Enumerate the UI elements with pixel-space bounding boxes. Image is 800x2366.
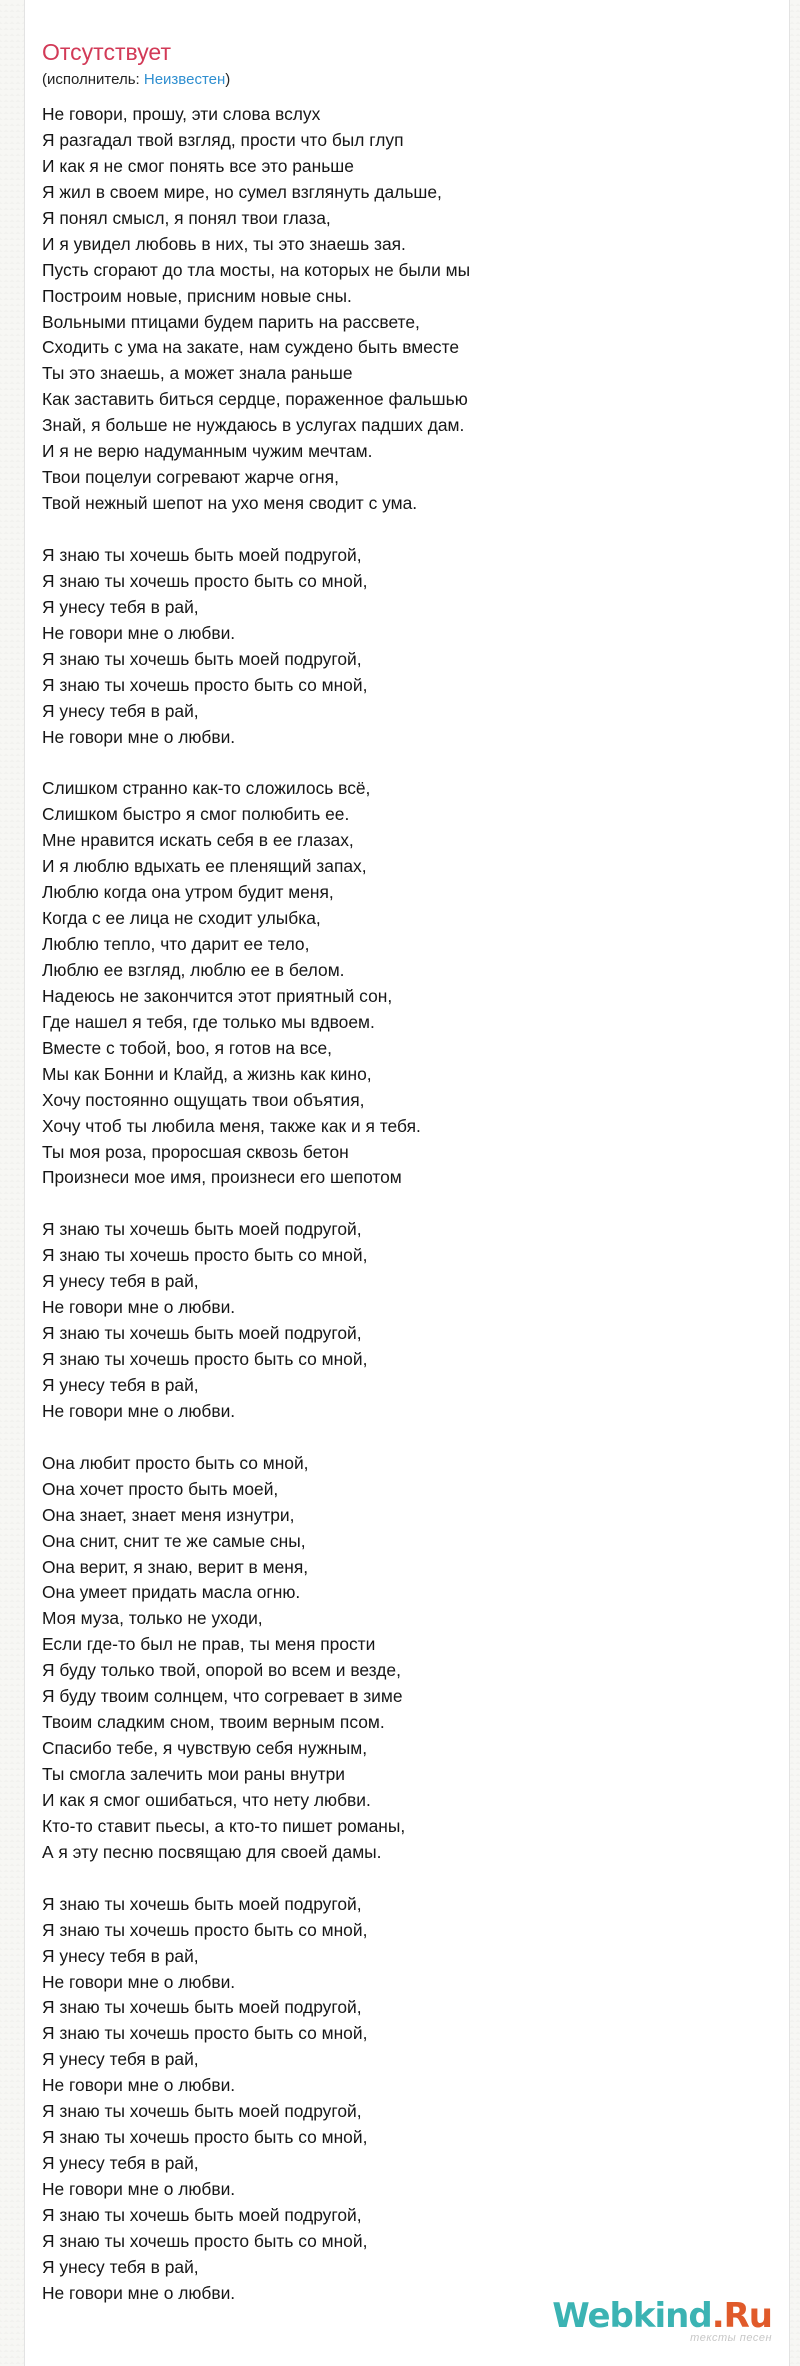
lyric-line: Я знаю ты хочешь быть моей подругой, <box>42 1997 362 2018</box>
lyric-line: Я знаю ты хочешь просто быть со мной, <box>42 2127 368 2148</box>
lyric-line: Вольными птицами будем парить на рассвете, <box>42 311 420 332</box>
lyric-line: Я знаю ты хочешь просто быть со мной, <box>42 2023 368 2044</box>
lyric-line: Я унесу тебя в рай, <box>42 2153 199 2174</box>
lyric-line: И я не верю надуманным чужим мечтам. <box>42 441 373 462</box>
lyric-line: Я буду только твой, опорой во всем и везде, <box>42 1660 401 1681</box>
artist-suffix: ) <box>225 71 231 88</box>
lyric-line: Я унесу тебя в рай, <box>42 1374 199 1395</box>
lyric-blank-line <box>42 1425 772 1451</box>
lyric-line: Я унесу тебя в рай, <box>42 596 199 617</box>
lyric-line: Произнеси мое имя, произнеси его шепотом <box>42 1167 402 1188</box>
lyric-line: Я унесу тебя в рай, <box>42 2049 199 2070</box>
lyric-line: Я знаю ты хочешь просто быть со мной, <box>42 674 368 695</box>
lyric-line: И как я не смог понять все это раньше <box>42 155 354 176</box>
lyric-line: Не говори мне о любви. <box>42 2179 236 2199</box>
lyric-line: Надеюсь не закончится этот приятный сон, <box>42 985 393 1006</box>
lyric-line: Я разгадал твой взгляд, прости что был глуп <box>42 129 404 150</box>
lyric-line: Не говори мне о любви. <box>42 726 236 747</box>
lyric-line: Хочу чтоб ты любила меня, также как и я тебя. <box>42 1115 421 1136</box>
logo-name: Webkind <box>552 2296 712 2336</box>
song-title: Отсутствует <box>42 39 171 65</box>
lyric-line: Кто-то ставит пьесы, а кто-то пишет романы, <box>42 1815 406 1836</box>
lyric-line: Она хочет просто быть моей, <box>42 1478 279 1499</box>
lyric-line: И я увидел любовь в них, ты это знаешь зая. <box>42 233 406 254</box>
lyric-line: Не говори мне о любви. <box>42 1297 236 1318</box>
lyric-line: Она снит, снит те же самые сны, <box>42 1530 306 1551</box>
lyric-line: Я знаю ты хочешь просто быть со мной, <box>42 2230 368 2251</box>
lyric-line: Она верит, я знаю, верит в меня, <box>42 1556 309 1577</box>
logo-tld: Ru <box>723 2296 772 2336</box>
lyric-line: Не говори мне о любви. <box>42 1971 236 1992</box>
lyric-line: Слишком странно как-то сложилось всё, <box>42 778 371 799</box>
lyric-line: Слишком быстро я смог полюбить ее. <box>42 804 350 825</box>
lyric-line: Твои поцелуи согревают жарче огня, <box>42 467 339 488</box>
lyric-line: Я знаю ты хочешь быть моей подругой, <box>42 1893 362 1914</box>
lyric-line: Хочу постоянно ощущать твои объятия, <box>42 1089 365 1110</box>
lyric-line: Сходить с ума на закате, нам суждено быть вместе <box>42 337 460 358</box>
artist-prefix: (исполнитель: <box>42 71 144 88</box>
lyric-line: Мне нравится искать себя в ее глазах, <box>42 830 354 851</box>
lyric-line: Вместе с тобой, boo, я готов на все, <box>42 1037 333 1058</box>
lyric-line: Ты смогла залечить мои раны внутри <box>42 1764 345 1784</box>
lyric-blank-line <box>42 1866 772 1892</box>
lyric-line: Люблю когда она утром будит меня, <box>42 882 334 903</box>
lyric-line: Ты это знаешь, а может знала раньше <box>42 363 353 384</box>
lyric-blank-line <box>42 1191 772 1217</box>
lyric-line: Я знаю ты хочешь просто быть со мной, <box>42 1349 368 1369</box>
lyric-line: Не говори, прошу, эти слова вслух <box>42 104 321 124</box>
lyric-line: А я эту песню посвящаю для своей дамы. <box>42 1841 382 1862</box>
lyric-line: Построим новые, присним новые сны. <box>42 285 352 306</box>
lyric-line: Я унесу тебя в рай, <box>42 700 199 721</box>
lyric-line: Если где-то был не прав, ты меня прости <box>42 1634 376 1655</box>
lyric-line: Как заставить биться сердце, пораженное фальшью <box>42 389 468 410</box>
lyrics-text <box>42 102 772 2307</box>
lyric-line: Я унесу тебя в рай, <box>42 2256 199 2277</box>
lyric-line: Она умеет придать масла огню. <box>42 1582 301 1603</box>
logo-wordmark <box>552 2298 772 2334</box>
logo-dot: . <box>711 2296 724 2336</box>
lyric-line: Моя муза, только не уходи, <box>42 1608 263 1629</box>
site-logo[interactable] <box>552 2298 772 2344</box>
lyric-line: Я знаю ты хочешь быть моей подругой, <box>42 2204 362 2225</box>
lyric-line: Не говори мне о любви. <box>42 622 236 643</box>
lyric-line: И как я смог ошибаться, что нету любви. <box>42 1789 371 1810</box>
lyric-line: Твой нежный шепот на ухо меня сводит с ума. <box>42 493 418 514</box>
lyric-line: Я унесу тебя в рай, <box>42 1945 199 1966</box>
lyric-line: Где нашел я тебя, где только мы вдвоем. <box>42 1011 375 1032</box>
lyric-line: Не говори мне о любви. <box>42 2282 236 2303</box>
lyric-line: Люблю тепло, что дарит ее тело, <box>42 934 310 954</box>
lyric-line: Пусть сгорают до тла мосты, на которых не были мы <box>42 259 471 280</box>
lyric-line: Она любит просто быть со мной, <box>42 1452 309 1473</box>
lyric-line: Я знаю ты хочешь просто быть со мной, <box>42 570 368 591</box>
lyric-line: Я знаю ты хочешь быть моей подругой, <box>42 544 362 565</box>
lyric-blank-line <box>42 750 772 776</box>
lyric-line: И я люблю вдыхать ее пленящий запах, <box>42 856 367 877</box>
artist-line <box>42 70 230 90</box>
lyric-line: Я знаю ты хочешь быть моей подругой, <box>42 2101 362 2122</box>
lyric-line: Люблю ее взгляд, люблю ее в белом. <box>42 959 345 980</box>
lyric-line: Я буду твоим солнцем, что согревает в зиме <box>42 1686 403 1707</box>
lyric-line: Когда с ее лица не сходит улыбка, <box>42 908 321 929</box>
lyric-line: Я понял смысл, я понял твои глаза, <box>42 207 331 228</box>
lyric-line: Я знаю ты хочешь быть моей подругой, <box>42 1323 362 1344</box>
lyric-line: Не говори мне о любви. <box>42 1400 236 1421</box>
lyric-line: Мы как Бонни и Клайд, а жизнь как кино, <box>42 1063 372 1084</box>
lyric-line: Я жил в своем мире, но сумел взглянуть дальше, <box>42 181 442 202</box>
lyric-line: Я знаю ты хочешь быть моей подругой, <box>42 648 362 669</box>
lyric-line: Не говори мне о любви. <box>42 2075 236 2096</box>
lyric-line: Она знает, знает меня изнутри, <box>42 1504 295 1525</box>
lyric-line: Твоим сладким сном, твоим верным псом. <box>42 1712 385 1733</box>
logo-tagline: тексты песен <box>690 2332 772 2344</box>
lyric-line: Я знаю ты хочешь просто быть со мной, <box>42 1919 368 1940</box>
lyric-line: Ты моя роза, проросшая сквозь бетон <box>42 1141 349 1162</box>
lyric-line: Я унесу тебя в рай, <box>42 1271 199 1292</box>
lyric-line: Спасибо тебе, я чувствую себя нужным, <box>42 1738 368 1759</box>
lyric-line: Я знаю ты хочешь быть моей подругой, <box>42 1219 362 1240</box>
lyric-line: Знай, я больше не нуждаюсь в услугах падших дам. <box>42 415 465 436</box>
lyric-blank-line <box>42 517 772 543</box>
lyric-line: Я знаю ты хочешь просто быть со мной, <box>42 1245 368 1266</box>
artist-link[interactable]: Неизвестен <box>143 71 226 88</box>
